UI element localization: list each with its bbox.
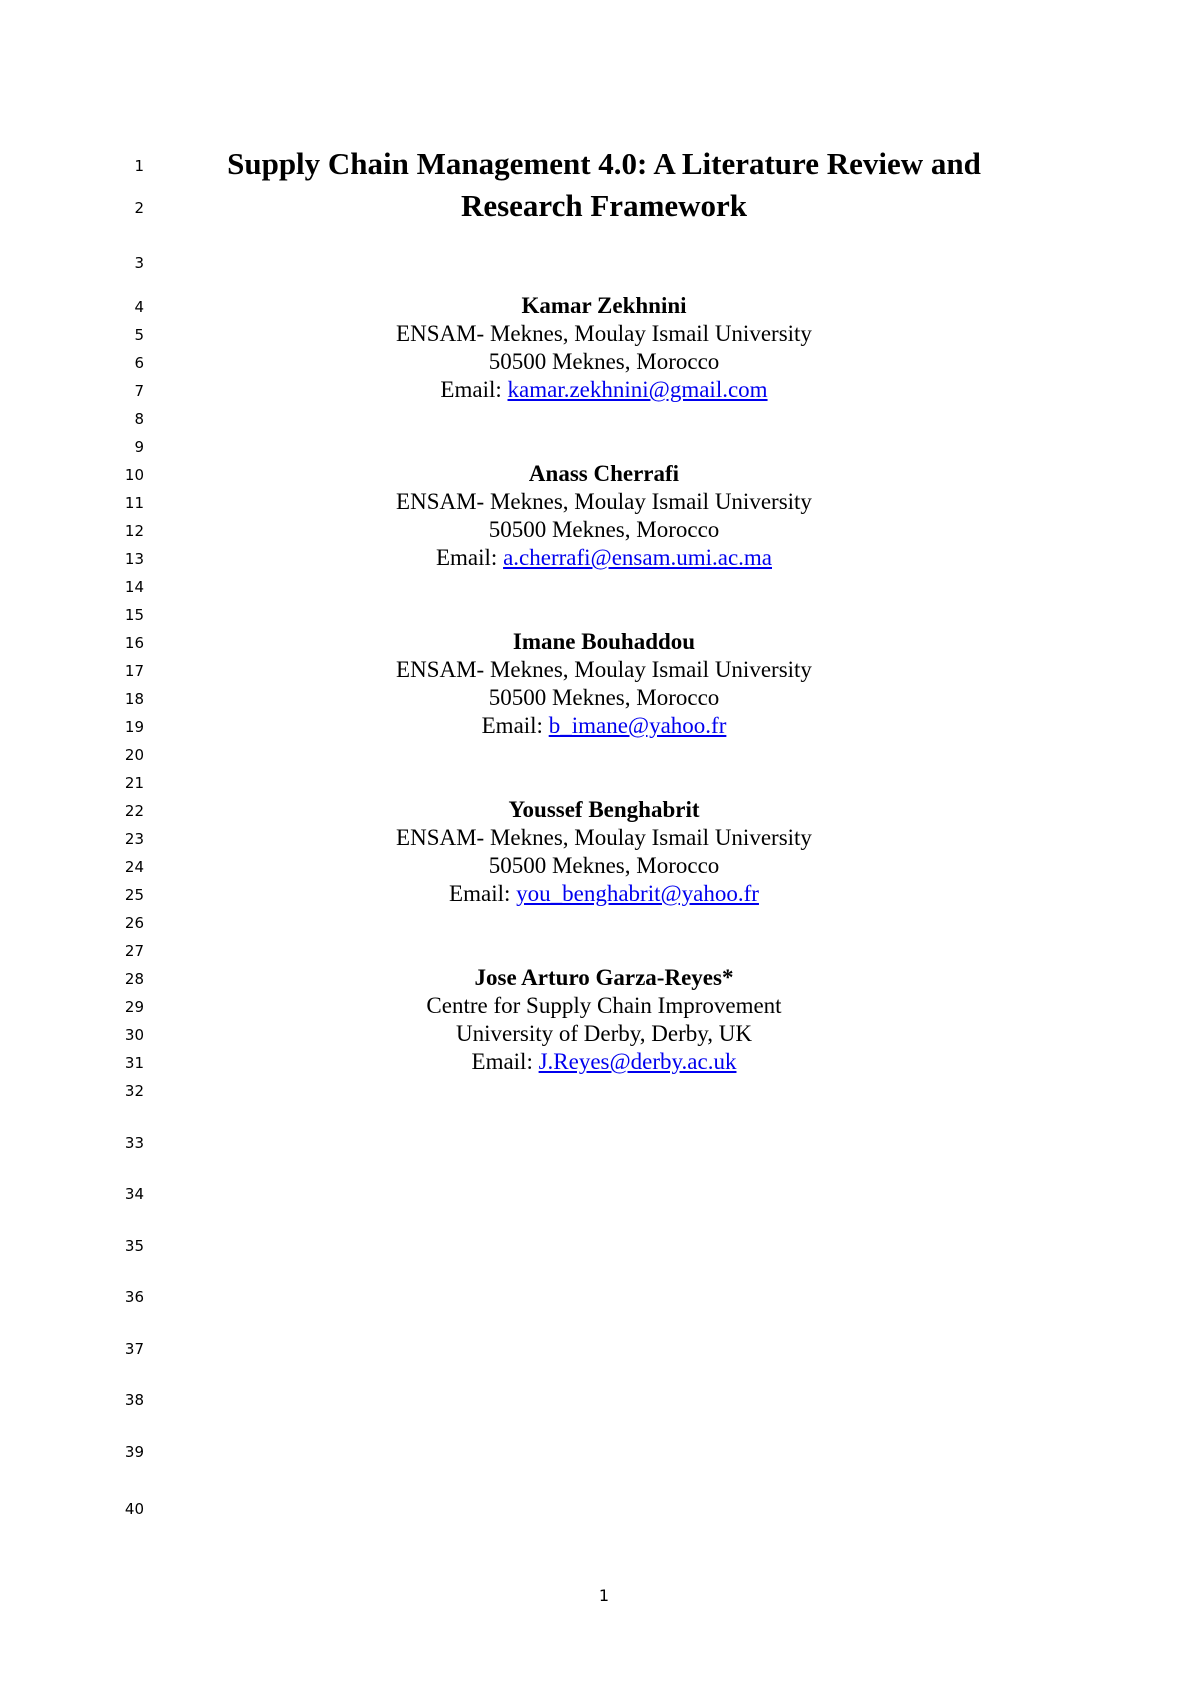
line-number-15: 15	[124, 606, 144, 624]
author-affiliation: ENSAM- Meknes, Moulay Ismail University	[396, 825, 812, 850]
line-number-4: 4	[134, 298, 144, 316]
email-label: Email:	[440, 377, 508, 402]
line-number-13: 13	[124, 550, 144, 568]
email-label: Email:	[435, 545, 504, 570]
email-label: Email:	[471, 1049, 539, 1074]
line-number-32: 32	[124, 1082, 144, 1100]
line-number-1: 1	[134, 157, 144, 175]
line-number-37: 37	[124, 1340, 144, 1358]
author-email-link[interactable]: you_benghabrit@yahoo.fr	[516, 881, 759, 906]
author-email-line	[200, 544, 1008, 572]
line-number-7: 7	[134, 382, 144, 400]
line-number-21: 21	[124, 774, 144, 792]
line-number-12: 12	[124, 522, 144, 540]
author-address: 50500 Meknes, Morocco	[488, 349, 720, 374]
author-name: Kamar Zekhnini	[521, 293, 687, 318]
paper-title-line-2: Research Framework	[460, 188, 748, 223]
line-number-10: 10	[124, 466, 144, 484]
line-number-36: 36	[124, 1288, 144, 1306]
line-number-31: 31	[124, 1054, 144, 1072]
author-address: 50500 Meknes, Morocco	[488, 517, 720, 542]
line-number-18: 18	[124, 690, 144, 708]
author-email-link[interactable]: a.cherrafi@ensam.umi.ac.ma	[503, 545, 772, 570]
line-number-40: 40	[124, 1500, 144, 1518]
author-email-link[interactable]: J.Reyes@derby.ac.uk	[538, 1049, 737, 1074]
author-name: Anass Cherrafi	[528, 461, 680, 486]
email-label: Email:	[449, 881, 517, 906]
line-number-22: 22	[124, 802, 144, 820]
author-affiliation: Centre for Supply Chain Improvement	[426, 993, 782, 1018]
author-address: 50500 Meknes, Morocco	[488, 685, 720, 710]
line-number-33: 33	[124, 1134, 144, 1152]
author-address: 50500 Meknes, Morocco	[488, 853, 720, 878]
line-number-17: 17	[124, 662, 144, 680]
line-number-5: 5	[134, 326, 144, 344]
line-number-38: 38	[124, 1391, 144, 1409]
line-number-8: 8	[134, 410, 144, 428]
line-number-39: 39	[124, 1443, 144, 1461]
line-number-2: 2	[134, 199, 144, 217]
email-label: Email:	[481, 713, 549, 738]
line-number-6: 6	[134, 354, 144, 372]
author-affiliation: ENSAM- Meknes, Moulay Ismail University	[396, 657, 812, 682]
author-email-link[interactable]: kamar.zekhnini@gmail.com	[507, 377, 768, 402]
line-number-26: 26	[124, 914, 144, 932]
author-name: Imane Bouhaddou	[512, 629, 696, 654]
line-number-28: 28	[124, 970, 144, 988]
line-number-29: 29	[124, 998, 144, 1016]
page-number: 1	[598, 1586, 610, 1605]
author-address: University of Derby, Derby, UK	[456, 1021, 752, 1046]
author-email-line	[200, 712, 1008, 740]
line-number-23: 23	[124, 830, 144, 848]
line-number-24: 24	[124, 858, 144, 876]
author-affiliation: ENSAM- Meknes, Moulay Ismail University	[396, 489, 812, 514]
author-email-line	[200, 376, 1008, 404]
line-number-25: 25	[124, 886, 144, 904]
line-number-35: 35	[124, 1237, 144, 1255]
line-number-34: 34	[124, 1185, 144, 1203]
line-number-9: 9	[134, 438, 144, 456]
line-number-11: 11	[124, 494, 144, 512]
author-email-link[interactable]: b_imane@yahoo.fr	[548, 713, 727, 738]
author-affiliation: ENSAM- Meknes, Moulay Ismail University	[396, 321, 812, 346]
line-number-27: 27	[124, 942, 144, 960]
author-email-line	[200, 1048, 1008, 1076]
line-number-14: 14	[124, 578, 144, 596]
paper-title-line-1: Supply Chain Management 4.0: A Literature Review and	[227, 146, 981, 181]
line-number-19: 19	[124, 718, 144, 736]
author-email-line	[200, 880, 1008, 908]
line-number-3: 3	[134, 254, 144, 272]
line-number-30: 30	[124, 1026, 144, 1044]
author-name: Youssef Benghabrit	[508, 797, 700, 822]
line-number-20: 20	[124, 746, 144, 764]
author-name: Jose Arturo Garza-Reyes*	[474, 965, 734, 990]
line-number-16: 16	[124, 634, 144, 652]
